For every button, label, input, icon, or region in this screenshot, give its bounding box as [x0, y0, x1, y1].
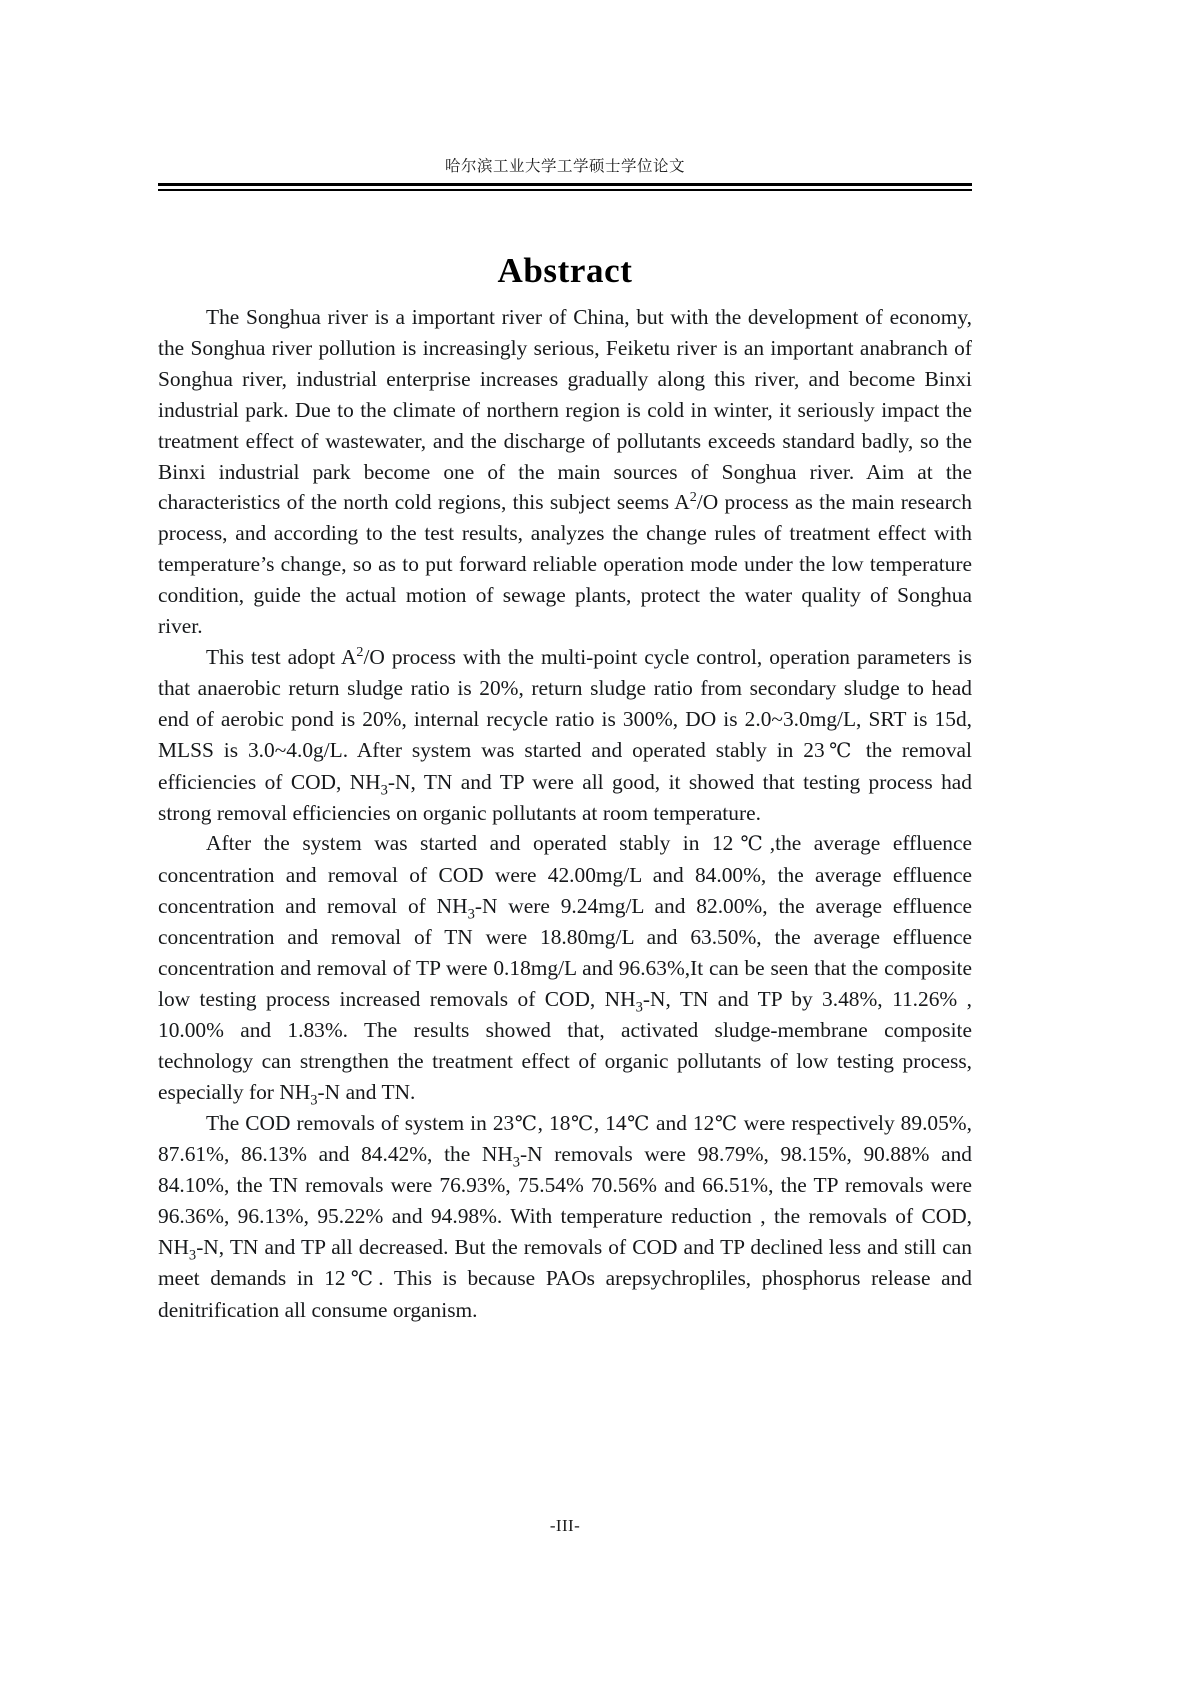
page-title: Abstract: [497, 251, 633, 291]
abstract-paragraph-3: After the system was started and operated stably in 12℃,the average effluence concentration and removal of COD were 42.00mg/L and 84.00%, the average effluence concentration and removal of $NH_3-N$ were 9.24mg/L and 82.00%, the average effluence concentration and removal of TN were 18.80mg/L and 63.50%, the average effluence concentration and removal of TP were 0.18mg/L and 96.63%,It can be seen that the composite low testing process increased removals of COD, $NH_3-N$, TN and TP by 3.48%, 11.26% , 10.00% and 1.83%. The results showed that, activated sludge-membrane composite technology can strengthen the treatment effect of organic pollutants of low testing process, especially for $NH_3-N$ and TN.: [158, 831, 972, 1108]
page-number: -III-: [549, 1516, 581, 1535]
abstract-paragraph-4: The COD removals of system in 23℃, 18℃, 14℃ and 12℃ were respectively 89.05%, 87.61%, 86.13% and 84.42%, the $NH_3-N$ removals were 98.79%, 98.15%, 90.88% and 84.10%, the TN removals were 76.93%, 75.54% 70.56% and 66.51%, the TP removals were 96.36%, 96.13%, 95.22% and 94.98%. With temperature reduction , the removals of COD, $NH_3-N$, TN and TP all decreased. But the removals of COD and TP declined less and still can meet demands in 12℃. This is because PAOs arepsychropliles, phosphorus release and denitrification all consume organism.: [158, 1110, 972, 1322]
abstract-paragraph-2: This test adopt $A^2/O$ process with the multi-point cycle control, operation parameters is that anaerobic return sludge ratio is 20%, return sludge ratio from secondary sludge to head end of aerobic pond is 20%, internal recycle ratio is 300%, DO is 2.0~3.0mg/L, SRT is 15d, MLSS is 3.0~4.0g/L. After system was started and operated stably in 23℃ the removal efficiencies of COD, $NH_3-N$, TN and TP were all good, it showed that testing process had strong removal efficiencies on organic pollutants at room temperature.: [158, 643, 972, 825]
page-footer: [158, 1516, 972, 1536]
abstract-paragraph-1: The Songhua river is a important river of China, but with the development of economy, the Songhua river pollution is increasingly serious, Feiketu river is an important anabranch of Songhua river, industrial enterprise increases gradually along this river, and become Binxi industrial park. Due to the climate of northern region is cold in winter, it seriously impact the treatment effect of wastewater, and the discharge of pollutants exceeds standard badly, so the Binxi industrial park become one of the main sources of Songhua river. Aim at the characteristics of the north cold regions, this subject seems $A^2/O$ process as the main research process, and according to the test results, analyzes the change rules of treatment effect with temperature’s change, so as to put forward reliable operation mode under the low temperature condition, guide the actual motion of sewage plants, protect the water quality of Songhua river.: [158, 305, 972, 639]
abstract-body: [158, 302, 972, 1326]
running-header: [158, 158, 972, 176]
header-rule-thick: [158, 183, 972, 186]
running-header-title: 哈尔滨工业大学工学硕士学位论文: [444, 157, 685, 175]
header-rule-thin: [158, 189, 972, 191]
